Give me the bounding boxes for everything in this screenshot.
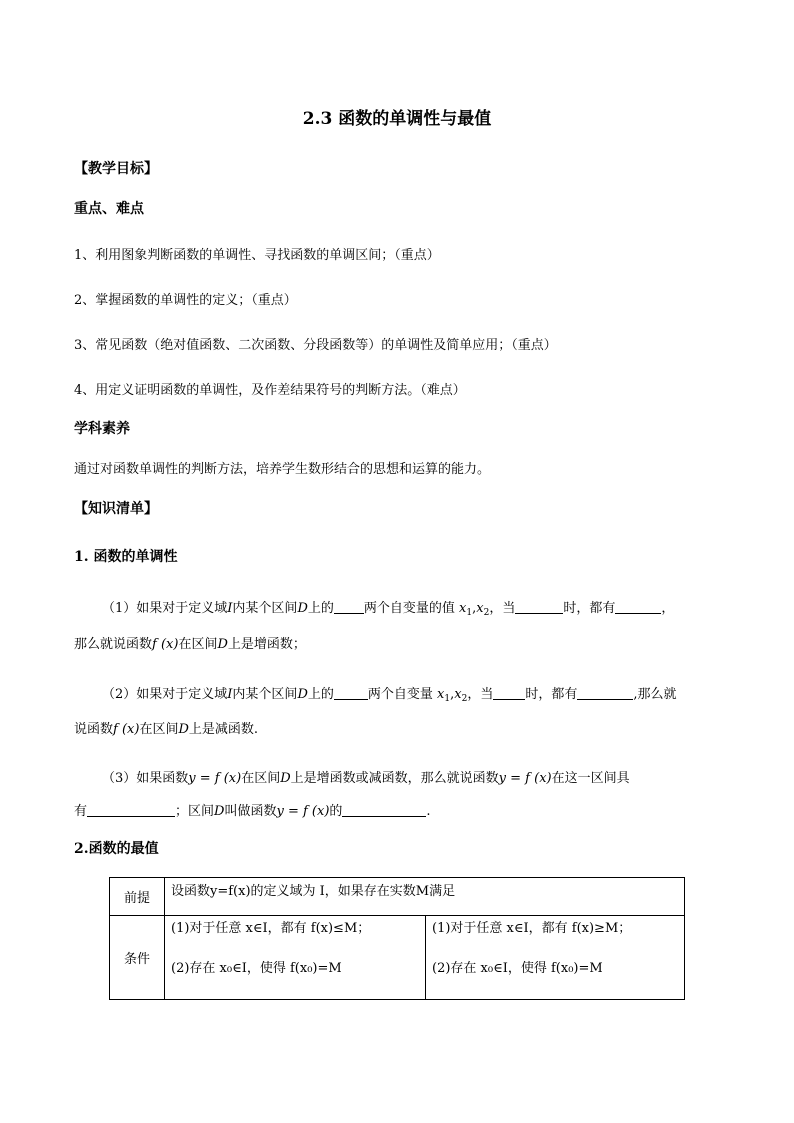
extreme-value-header: 2.函数的最值 bbox=[74, 841, 159, 857]
para-3-line-2: 有 ；区间D叫做函数y = f (x)的 . bbox=[74, 804, 431, 819]
goal-item-2: 2、掌握函数的单调性的定义；（重点） bbox=[74, 293, 297, 308]
para-2-line-2: 说函数f (x)在区间D上是减函数. bbox=[74, 722, 259, 737]
literacy-text: 通过对函数单调性的判断方法，培养学生数形结合的思想和运算的能力。 bbox=[74, 462, 491, 477]
para-1-line-2: 那么就说函数f (x)在区间D上是增函数； bbox=[74, 637, 306, 652]
blank[interactable] bbox=[493, 685, 525, 700]
max-conditions: (1)对于任意 x∈I，都有 f(x)≤M； (2)存在 x₀∈I，使得 f(x₀)=M bbox=[165, 916, 426, 1000]
min-conditions: (1)对于任意 x∈I，都有 f(x)≥M； (2)存在 x₀∈I，使得 f(x₀)=M bbox=[426, 916, 685, 1000]
premise-text: 设函数y=f(x)的定义域为 I，如果存在实数M满足 bbox=[165, 878, 685, 916]
blank[interactable] bbox=[342, 802, 426, 817]
extreme-value-table bbox=[109, 877, 685, 1000]
blank[interactable] bbox=[577, 685, 633, 700]
para-3-line-1: （3）如果函数y = f (x)在区间D上是增函数或减函数，那么就说函数y = f (x)在这一区间具 bbox=[102, 771, 630, 786]
para-2-line-1: （2）如果对于定义域I内某个区间D上的 两个自变量 $x_1,x_2$，当 时，都有 ,那么就 bbox=[102, 687, 677, 704]
key-points-header: 重点、难点 bbox=[74, 201, 144, 217]
page-title: 2.3 函数的单调性与最值 bbox=[302, 109, 492, 129]
blank[interactable] bbox=[87, 802, 175, 817]
goal-item-1: 1、利用图象判断函数的单调性、寻找函数的单调区间；（重点） bbox=[74, 248, 440, 263]
monotonicity-header: 1. 函数的单调性 bbox=[74, 549, 178, 565]
premise-label: 前提 bbox=[110, 878, 165, 916]
condition-label: 条件 bbox=[110, 916, 165, 1000]
blank[interactable] bbox=[515, 599, 563, 614]
goal-item-3: 3、常见函数（绝对值函数、二次函数、分段函数等）的单调性及简单应用；（重点） bbox=[74, 338, 557, 353]
blank[interactable] bbox=[334, 685, 368, 700]
knowledge-header: 【知识清单】 bbox=[74, 501, 158, 517]
literacy-header: 学科素养 bbox=[74, 421, 130, 437]
goal-item-4: 4、用定义证明函数的单调性，及作差结果符号的判断方法。（难点） bbox=[74, 383, 466, 398]
blank[interactable] bbox=[334, 599, 364, 614]
para-1-line-1: （1）如果对于定义域I内某个区间D上的 两个自变量的值 $x_1,x_2$，当 时，都有 ， bbox=[102, 601, 675, 618]
goals-header: 【教学目标】 bbox=[74, 161, 158, 177]
blank[interactable] bbox=[615, 599, 661, 614]
